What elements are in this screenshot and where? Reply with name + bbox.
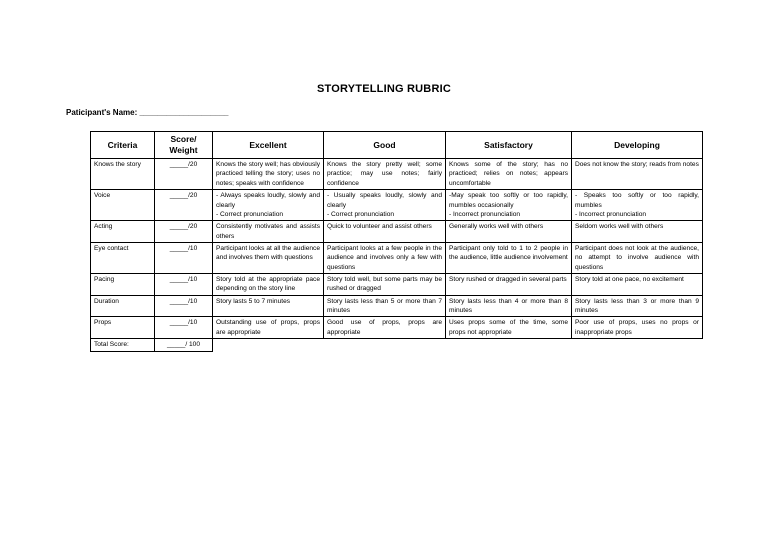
good-line: - Usually speaks loudly, slowly and clearly (327, 192, 442, 209)
score-cell: _____/20 (155, 221, 213, 243)
criteria-cell: Acting (91, 221, 155, 243)
excellent-cell: Participant looks at all the audience and involves them with questions (213, 242, 324, 273)
table-row (91, 317, 703, 339)
total-row (91, 339, 703, 351)
good-cell: Participant looks at a few people in the audience and involves only a few with questions (324, 242, 446, 273)
developing-line: - Incorrect pronunciation (575, 210, 647, 218)
criteria-cell: Duration (91, 295, 155, 317)
satisfactory-cell: Story lasts less than 4 or more than 8 minutes (446, 295, 572, 317)
total-score-cell: _____/ 100 (155, 339, 213, 351)
criteria-cell: Eye contact (91, 242, 155, 273)
developing-cell: Seldom works well with others (572, 221, 703, 243)
satisfactory-cell: Story rushed or dragged in several parts (446, 274, 572, 296)
excellent-line: - Correct pronunciation (216, 210, 284, 218)
good-cell (324, 190, 446, 221)
header-criteria: Criteria (91, 132, 155, 159)
table-row (91, 221, 703, 243)
excellent-cell: Story told at the appropriate pace depending on the story line (213, 274, 324, 296)
satisfactory-cell: Knows some of the story; has no practiced; relies on notes; appears uncomfortable (446, 159, 572, 190)
score-cell: _____/10 (155, 295, 213, 317)
participant-name-label: Paticipant's Name: ____________________ (66, 108, 229, 117)
good-cell: Story told well, but some parts may be rushed or dragged (324, 274, 446, 296)
header-satisfactory: Satisfactory (446, 132, 572, 159)
table-row (91, 190, 703, 221)
good-cell: Knows the story pretty well; some practice; may use notes; fairly confidence (324, 159, 446, 190)
score-cell: _____/20 (155, 159, 213, 190)
excellent-cell: Story lasts 5 to 7 minutes (213, 295, 324, 317)
table-row (91, 159, 703, 190)
score-cell: _____/10 (155, 274, 213, 296)
excellent-line: - Always speaks loudly, slowly and clearly (216, 192, 320, 209)
satisfactory-cell (446, 190, 572, 221)
header-score-weight: Score/ Weight (155, 132, 213, 159)
satisfactory-line: - Incorrect pronunciation (449, 210, 521, 218)
satisfactory-cell: Uses props some of the time, some props not appropriate (446, 317, 572, 339)
excellent-cell (213, 190, 324, 221)
header-row (91, 132, 703, 159)
empty-cell (572, 339, 703, 351)
good-line: - Correct pronunciation (327, 210, 395, 218)
satisfactory-cell: Participant only told to 1 to 2 people in the audience, little audience involvement (446, 242, 572, 273)
criteria-cell: Props (91, 317, 155, 339)
score-cell: _____/10 (155, 242, 213, 273)
criteria-cell: Pacing (91, 274, 155, 296)
score-cell: _____/10 (155, 317, 213, 339)
empty-cell (324, 339, 446, 351)
table-row (91, 295, 703, 317)
criteria-cell: Knows the story (91, 159, 155, 190)
rubric-table (90, 131, 703, 352)
criteria-cell: Voice (91, 190, 155, 221)
good-cell: Story lasts less than 5 or more than 7 minutes (324, 295, 446, 317)
developing-cell: Story lasts less than 3 or more than 9 minutes (572, 295, 703, 317)
header-good: Good (324, 132, 446, 159)
developing-cell: Does not know the story; reads from notes (572, 159, 703, 190)
excellent-cell: Outstanding use of props, props are appropriate (213, 317, 324, 339)
table-row (91, 274, 703, 296)
developing-cell (572, 190, 703, 221)
empty-cell (213, 339, 324, 351)
table-row (91, 242, 703, 273)
developing-cell: Story told at one pace, no excitement (572, 274, 703, 296)
excellent-cell: Consistently motivates and assists others (213, 221, 324, 243)
total-score-label: Total Score: (91, 339, 155, 351)
header-developing: Developing (572, 132, 703, 159)
developing-cell: Poor use of props, uses no props or inappropriate props (572, 317, 703, 339)
satisfactory-cell: Generally works well with others (446, 221, 572, 243)
satisfactory-line: -May speak too softly or too rapidly, mumbles occasionally (449, 192, 568, 209)
score-cell: _____/20 (155, 190, 213, 221)
page-title: STORYTELLING RUBRIC (317, 83, 451, 95)
excellent-cell: Knows the story well; has obviously practiced telling the story; uses no notes; speaks with confidence (213, 159, 324, 190)
header-excellent: Excellent (213, 132, 324, 159)
developing-cell: Participant does not look at the audience, no attempt to involve audience with questions (572, 242, 703, 273)
empty-cell (446, 339, 572, 351)
good-cell: Quick to volunteer and assist others (324, 221, 446, 243)
good-cell: Good use of props, props are appropriate (324, 317, 446, 339)
developing-line: - Speaks too softly or too rapidly, mumbles (575, 192, 699, 209)
